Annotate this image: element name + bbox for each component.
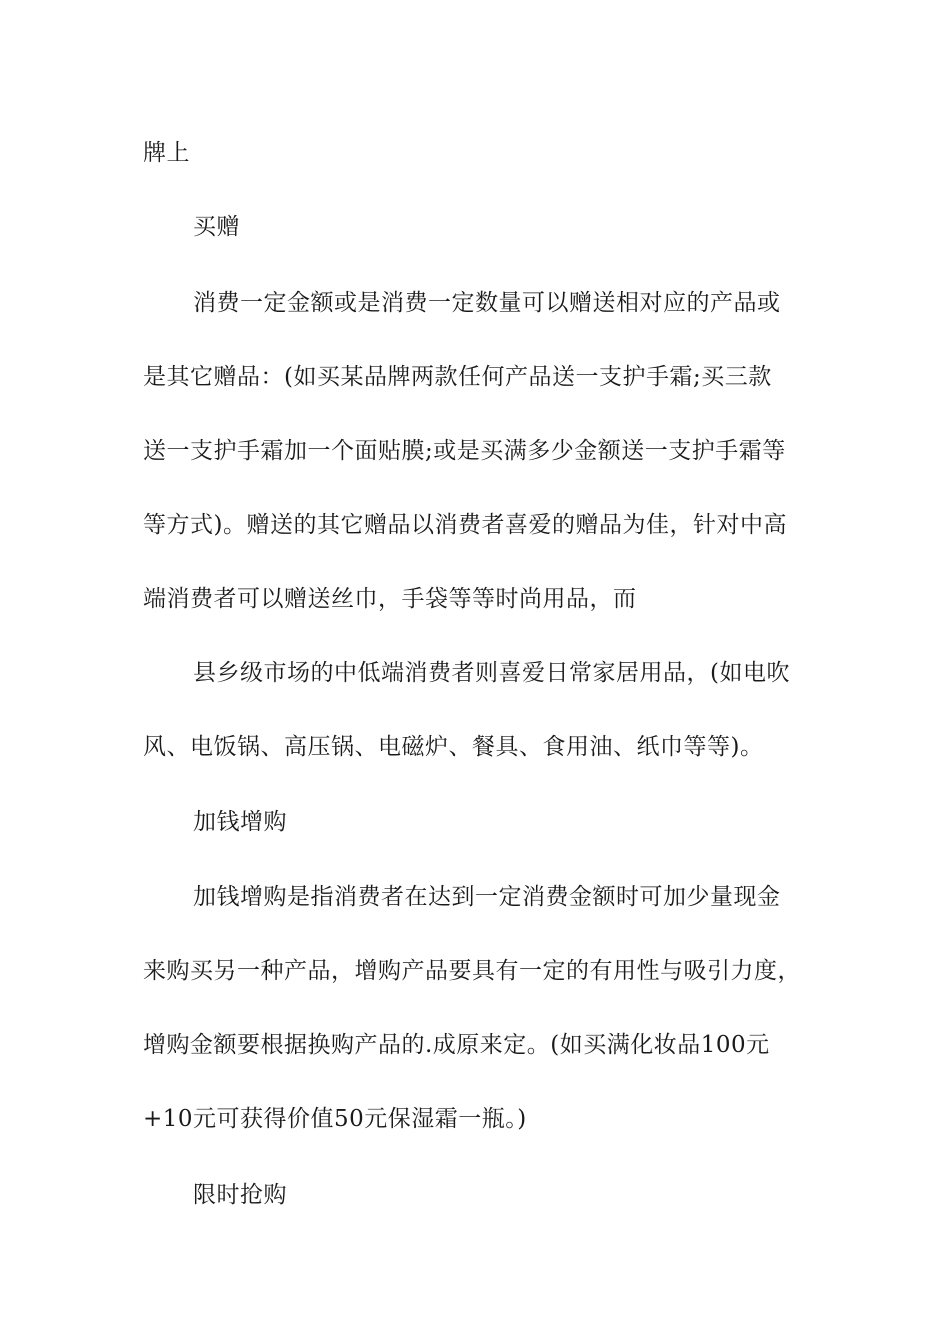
- paragraph-line: +10元可获得价值50元保湿霜一瓶。): [143, 1106, 527, 1132]
- paragraph-line: 等方式)。赠送的其它赠品以消费者喜爱的赠品为佳，针对中高: [143, 512, 787, 538]
- section-heading-add-money: 加钱增购: [193, 809, 287, 835]
- paragraph-line: 消费一定金额或是消费一定数量可以赠送相对应的产品或: [193, 290, 781, 316]
- section-heading-buy-gift: 买赠: [193, 214, 240, 240]
- paragraph-line: 送一支护手霜加一个面贴膜;或是买满多少金额送一支护手霜等: [143, 438, 786, 464]
- paragraph-line: 来购买另一种产品，增购产品要具有一定的有用性与吸引力度，: [143, 958, 801, 984]
- paragraph-line: 增购金额要根据换购产品的.成原来定。(如买满化妆品100元: [143, 1032, 770, 1058]
- paragraph-line: 端消费者可以赠送丝巾，手袋等等时尚用品，而: [143, 586, 637, 612]
- paragraph-line: 加钱增购是指消费者在达到一定消费金额时可加少量现金: [193, 884, 781, 910]
- section-heading-flash-sale: 限时抢购: [193, 1182, 287, 1208]
- paragraph-line: 风、电饭锅、高压锅、电磁炉、餐具、食用油、纸巾等等)。: [143, 734, 764, 760]
- paragraph-line: 县乡级市场的中低端消费者则喜爱日常家居用品，(如电吹: [193, 660, 790, 686]
- text-line: 牌上: [143, 140, 190, 166]
- paragraph-line: 是其它赠品：(如买某品牌两款任何产品送一支护手霜;买三款: [143, 364, 772, 390]
